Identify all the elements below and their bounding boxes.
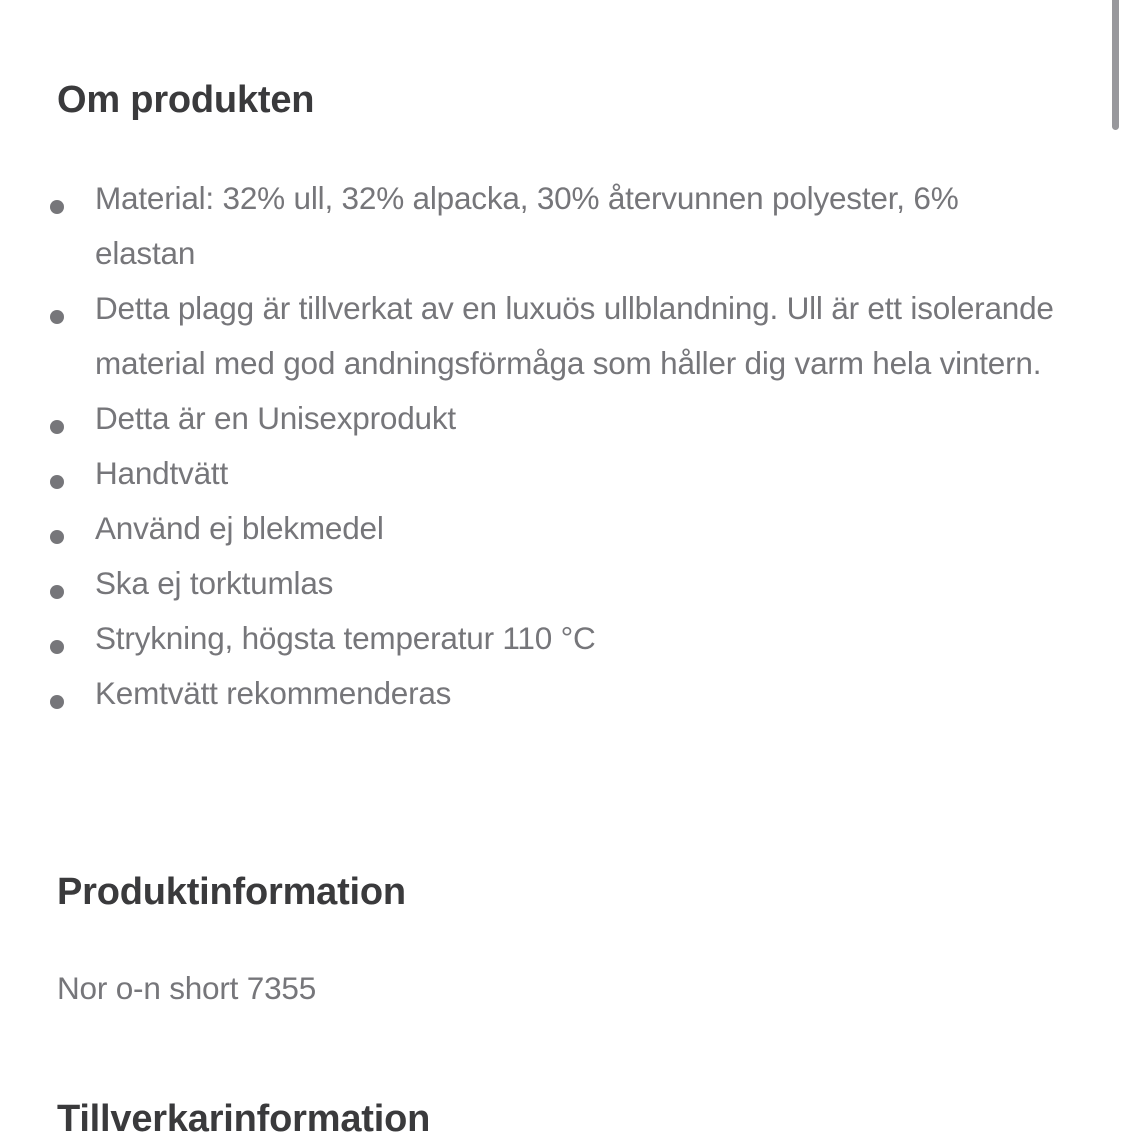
bullet-icon (50, 475, 64, 489)
bullet-icon (50, 200, 64, 214)
bullet-icon (50, 530, 64, 544)
bullet-text: Strykning, högsta temperatur 110 °C (95, 620, 596, 656)
bullet-text: Ska ej torktumlas (95, 565, 334, 601)
list-item (57, 501, 1057, 556)
bullet-text: Detta plagg är tillverkat av en luxuös ullblandning. Ull är ett isolerande material med god andningsförmåga som håller dig varm hela vintern. (95, 290, 1054, 381)
bullet-text: Handtvätt (95, 455, 229, 491)
list-item (57, 281, 1057, 391)
list-item (57, 611, 1057, 666)
list-item (57, 556, 1057, 611)
product-info-heading: Produktinformation (57, 871, 406, 913)
about-section-heading: Om produkten (57, 79, 315, 121)
bullet-text: Detta är en Unisexprodukt (95, 400, 456, 436)
list-item (57, 171, 1057, 281)
bullet-icon (50, 310, 64, 324)
bullet-text: Material: 32% ull, 32% alpacka, 30% återvunnen polyester, 6% elastan (95, 180, 959, 271)
manufacturer-info-heading: Tillverkarinformation (57, 1098, 431, 1140)
bullet-icon (50, 695, 64, 709)
list-item (57, 446, 1057, 501)
bullet-text: Använd ej blekmedel (95, 510, 384, 546)
list-item (57, 666, 1057, 721)
scrollbar-thumb[interactable] (1112, 0, 1119, 130)
product-style-code: Nor o-n short 7355 (57, 970, 317, 1006)
bullet-icon (50, 585, 64, 599)
about-bullet-list (57, 171, 1057, 721)
bullet-icon (50, 640, 64, 654)
bullet-icon (50, 420, 64, 434)
list-item (57, 391, 1057, 446)
bullet-text: Kemtvätt rekommenderas (95, 675, 452, 711)
